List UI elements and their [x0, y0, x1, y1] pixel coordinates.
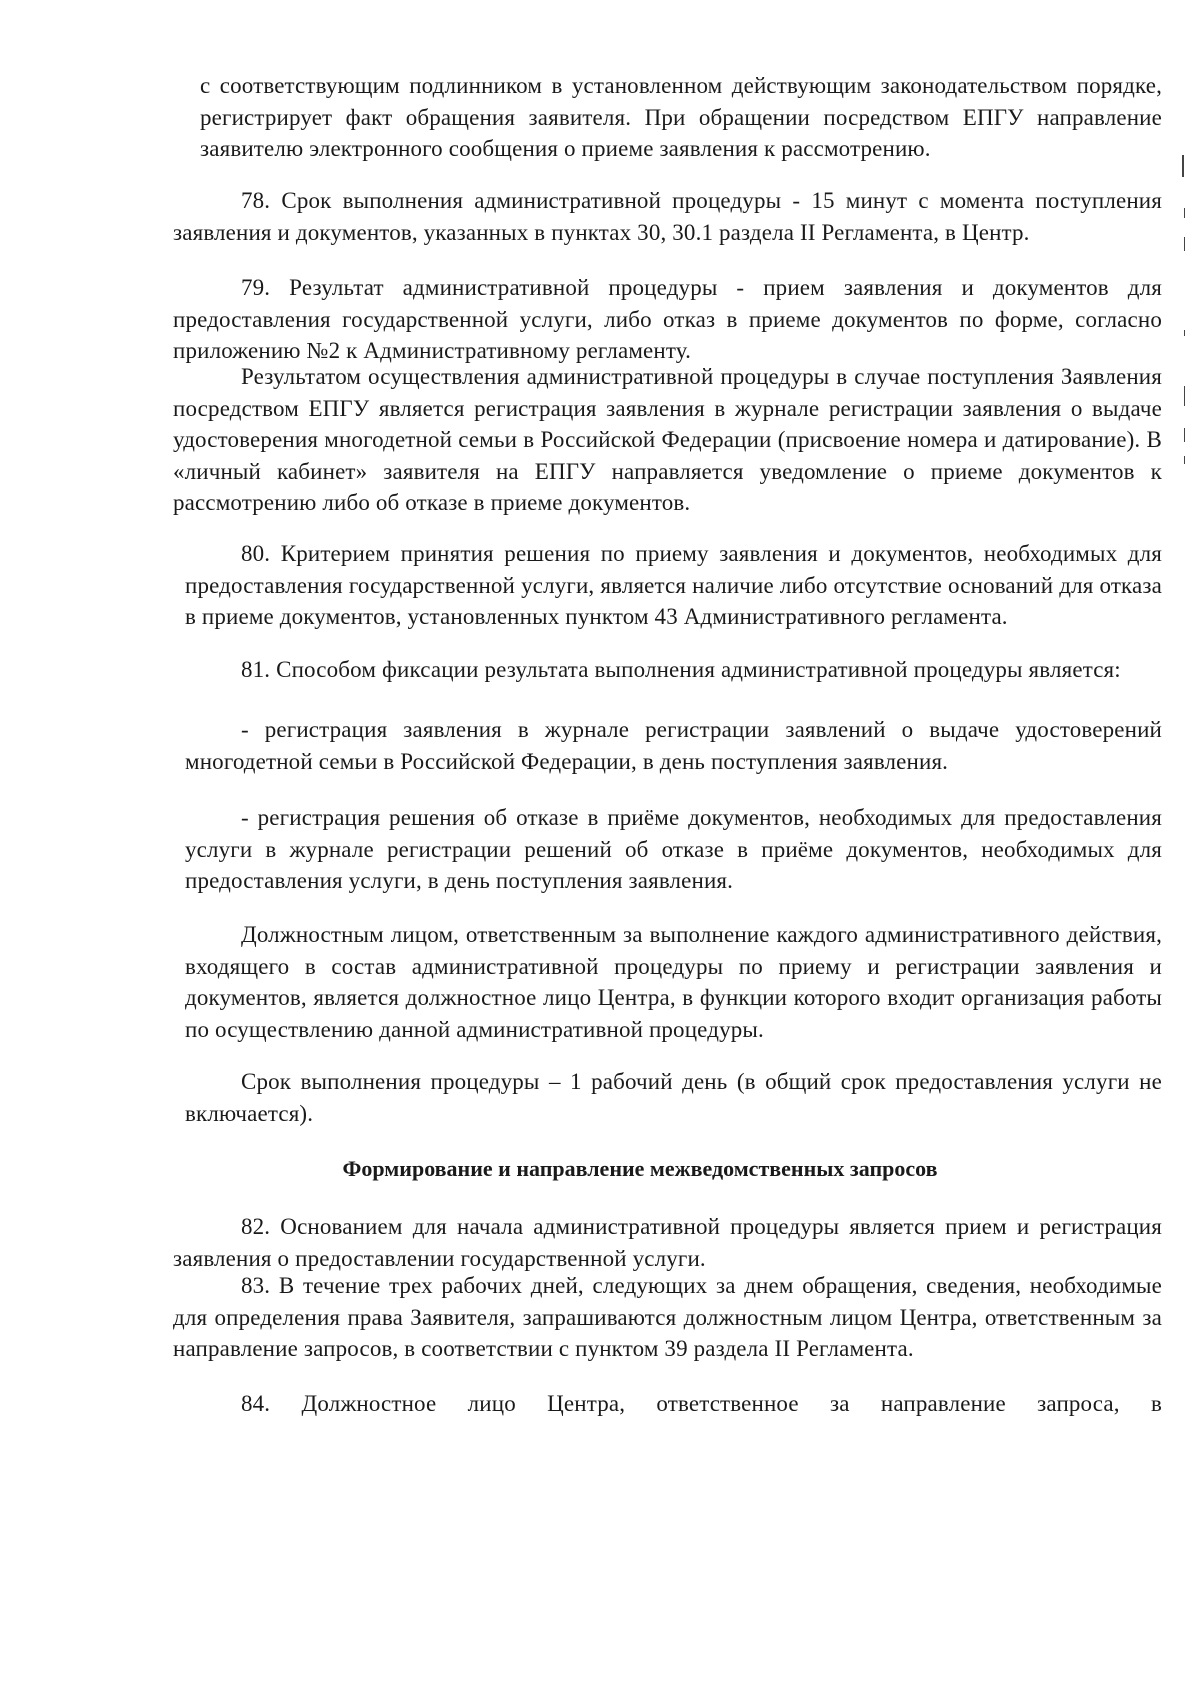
margin-mark	[1184, 208, 1185, 218]
paragraph-81-term: Срок выполнения процедуры – 1 рабочий день (в общий срок предоставления услуги не включается).	[185, 1069, 1162, 1126]
margin-mark	[1184, 428, 1185, 442]
margin-mark	[1184, 237, 1185, 251]
paragraph-81-item-1: - регистрация заявления в журнале регистрации заявлений о выдаче удостоверений многодетной семьи в Российской Федерации, в день поступления заявления.	[185, 717, 1162, 774]
margin-mark	[1184, 386, 1185, 406]
margin-mark	[1184, 456, 1185, 464]
margin-mark	[1184, 330, 1185, 336]
margin-mark	[1182, 155, 1184, 177]
paragraph-81-official: Должностным лицом, ответственным за выполнение каждого административного действия, входящего в состав административной процедуры по приему и регистрации заявления и документов, является должностное лицо Центра, в функции которого входит организация работы по осуществлению данной административной процедуры.	[185, 922, 1162, 1042]
paragraph-84: 84. Должностное лицо Центра, ответственное за направление запроса, в	[241, 1391, 1162, 1416]
paragraph-81: 81. Способом фиксации результата выполнения административной процедуры является:	[241, 657, 1121, 682]
paragraph-79-result: Результатом осуществления административной процедуры в случае поступления Заявления посредством ЕПГУ является регистрация заявления в журнале регистрации заявления о выдаче удостоверения многодетной семьи в Российской Федерации (присвоение номера и датирование). В «личный кабинет» заявителя на ЕПГУ направляется уведомление о приеме документов к рассмотрению либо об отказе в приеме документов.	[173, 364, 1162, 515]
paragraph-79: 79. Результат административной процедуры - прием заявления и документов для предоставления государственной услуги, либо отказ в приеме документов по форме, согласно приложению №2 к Административному регламенту.	[173, 275, 1162, 363]
paragraph-81-item-2: - регистрация решения об отказе в приёме документов, необходимых для предоставления услуги в журнале регистрации решений об отказе в приёме документов, необходимых для предоставления услуги, в день поступления заявления.	[185, 805, 1162, 893]
paragraph-83: 83. В течение трех рабочих дней, следующих за днем обращения, сведения, необходимые для определения права Заявителя, запрашиваются должностным лицом Центра, ответственным за направление запросов, в соответствии с пунктом 39 раздела II Регламента.	[173, 1273, 1162, 1361]
paragraph-continuation: с соответствующим подлинником в установленном действующим законодательством порядке, регистрирует факт обращения заявителя. При обращении посредством ЕПГУ направление заявителю электронного сообщения о приеме заявления к рассмотрению.	[200, 73, 1162, 161]
paragraph-82: 82. Основанием для начала административной процедуры является прием и регистрация заявления о предоставлении государственной услуги.	[173, 1214, 1162, 1271]
section-heading: Формирование и направление межведомственных запросов	[342, 1156, 938, 1181]
paragraph-78: 78. Срок выполнения административной процедуры - 15 минут с момента поступления заявления и документов, указанных в пунктах 30, 30.1 раздела II Регламента, в Центр.	[173, 188, 1162, 245]
paragraph-80: 80. Критерием принятия решения по приему заявления и документов, необходимых для предоставления государственной услуги, является наличие либо отсутствие оснований для отказа в приеме документов, установленных пунктом 43 Административного регламента.	[185, 541, 1162, 629]
